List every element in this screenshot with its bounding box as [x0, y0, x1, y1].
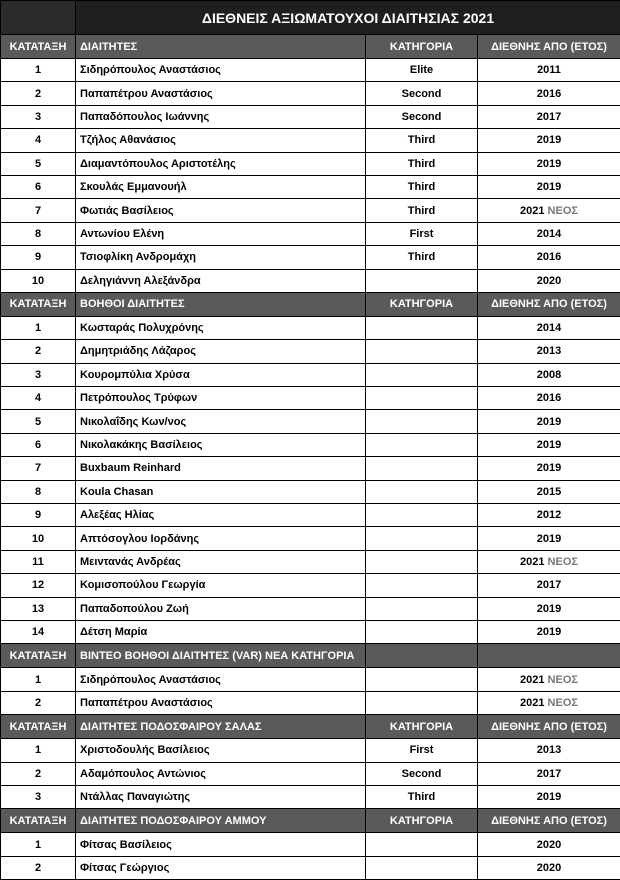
name-cell: Νικολαΐδης Κων/νος: [76, 410, 366, 433]
header-rank: ΚΑΤΑΤΑΞΗ: [1, 644, 76, 668]
table-row: [1, 785, 620, 808]
year-cell: [478, 363, 620, 386]
year-cell: [478, 504, 620, 527]
rank-cell: 6: [1, 175, 76, 198]
name-cell: Φωτιάς Βασίλειος: [76, 199, 366, 222]
rank-cell: 5: [1, 410, 76, 433]
table-row: [1, 175, 620, 198]
section-header-row: [1, 35, 620, 59]
section-header-row: [1, 644, 620, 668]
table-row: [1, 574, 620, 597]
year-value: 2019: [537, 181, 561, 193]
name-cell: Δεληγιάννη Αλεξάνδρα: [76, 269, 366, 292]
year-cell: [478, 597, 620, 620]
new-badge: ΝΕΟΣ: [548, 697, 578, 709]
year-value: 2019: [537, 134, 561, 146]
year-cell: [478, 762, 620, 785]
table-row: [1, 504, 620, 527]
year-value: 2019: [537, 416, 561, 428]
rank-cell: 11: [1, 550, 76, 573]
name-cell: Buxbaum Reinhard: [76, 457, 366, 480]
rank-cell: 2: [1, 856, 76, 879]
name-cell: Πετρόπουλος Τρύφων: [76, 387, 366, 410]
category-cell: [366, 574, 478, 597]
table-row: [1, 363, 620, 386]
table-row: [1, 222, 620, 245]
name-cell: Σιδηρόπουλος Αναστάσιος: [76, 59, 366, 82]
name-cell: Φίτσας Γεώργιος: [76, 856, 366, 879]
category-cell: [366, 480, 478, 503]
rank-cell: 1: [1, 668, 76, 691]
year-value: 2015: [537, 486, 561, 498]
table-row: [1, 668, 620, 691]
category-cell: [366, 433, 478, 456]
name-cell: Κουρομπύλια Χρύσα: [76, 363, 366, 386]
table-row: [1, 316, 620, 339]
year-value: 2013: [537, 744, 561, 756]
rank-cell: 7: [1, 199, 76, 222]
year-value: 2013: [537, 345, 561, 357]
year-value: 2017: [537, 768, 561, 780]
table-row: [1, 269, 620, 292]
title-corner: [1, 1, 76, 35]
rank-cell: 14: [1, 620, 76, 643]
category-cell: [366, 527, 478, 550]
name-cell: Τσιοφλίκη Ανδρομάχη: [76, 246, 366, 269]
year-cell: [478, 246, 620, 269]
category-cell: Third: [366, 152, 478, 175]
year-value: 2017: [537, 579, 561, 591]
category-cell: Third: [366, 129, 478, 152]
name-cell: Παπαπέτρου Αναστάσιος: [76, 691, 366, 714]
rank-cell: 2: [1, 340, 76, 363]
rank-cell: 1: [1, 739, 76, 762]
table-row: [1, 105, 620, 128]
new-badge: ΝΕΟΣ: [548, 674, 578, 686]
header-section-title: ΒΟΗΘΟΙ ΔΙΑΙΤΗΤΕΣ: [76, 292, 366, 316]
table-row: [1, 246, 620, 269]
rank-cell: 1: [1, 316, 76, 339]
header-rank: ΚΑΤΑΤΑΞΗ: [1, 35, 76, 59]
rank-cell: 1: [1, 833, 76, 856]
table-row: [1, 433, 620, 456]
year-cell: [478, 387, 620, 410]
name-cell: Απτόσογλου Ιορδάνης: [76, 527, 366, 550]
category-cell: [366, 363, 478, 386]
category-cell: Second: [366, 105, 478, 128]
year-cell: [478, 550, 620, 573]
category-cell: [366, 597, 478, 620]
name-cell: Φίτσας Βασίλειος: [76, 833, 366, 856]
table-row: [1, 691, 620, 714]
category-cell: Third: [366, 199, 478, 222]
year-value: 2016: [537, 88, 561, 100]
table-row: [1, 410, 620, 433]
table-row: [1, 129, 620, 152]
year-cell: [478, 480, 620, 503]
year-value: 2017: [537, 111, 561, 123]
header-category: ΚΑΤΗΓΟΡΙΑ: [366, 292, 478, 316]
table-row: [1, 856, 620, 879]
table-row: [1, 833, 620, 856]
header-year: ΔΙΕΘΝΗΣ ΑΠΟ (ΕΤΟΣ): [478, 35, 620, 59]
rank-cell: 9: [1, 246, 76, 269]
rank-cell: 2: [1, 82, 76, 105]
table-row: [1, 480, 620, 503]
table-row: [1, 457, 620, 480]
header-rank: ΚΑΤΑΤΑΞΗ: [1, 809, 76, 833]
header-category: ΚΑΤΗΓΟΡΙΑ: [366, 809, 478, 833]
name-cell: Koula Chasan: [76, 480, 366, 503]
name-cell: Χριστοδουλής Βασίλειος: [76, 739, 366, 762]
year-cell: [478, 833, 620, 856]
year-cell: [478, 785, 620, 808]
header-rank: ΚΑΤΑΤΑΞΗ: [1, 292, 76, 316]
rank-cell: 9: [1, 504, 76, 527]
category-cell: Second: [366, 762, 478, 785]
name-cell: Σκουλάς Εμμανουήλ: [76, 175, 366, 198]
rank-cell: 3: [1, 785, 76, 808]
section-header-row: [1, 809, 620, 833]
year-cell: [478, 175, 620, 198]
rank-cell: 13: [1, 597, 76, 620]
category-cell: [366, 504, 478, 527]
name-cell: Παπαδοπούλου Ζωή: [76, 597, 366, 620]
name-cell: Αντωνίου Ελένη: [76, 222, 366, 245]
header-year: ΔΙΕΘΝΗΣ ΑΠΟ (ΕΤΟΣ): [478, 292, 620, 316]
category-cell: First: [366, 222, 478, 245]
name-cell: Σιδηρόπουλος Αναστάσιος: [76, 668, 366, 691]
year-cell: [478, 410, 620, 433]
category-cell: First: [366, 739, 478, 762]
category-cell: [366, 457, 478, 480]
year-value: 2019: [537, 603, 561, 615]
year-cell: [478, 668, 620, 691]
new-badge: ΝΕΟΣ: [548, 556, 578, 568]
header-category: ΚΑΤΗΓΟΡΙΑ: [366, 35, 478, 59]
year-cell: [478, 457, 620, 480]
name-cell: Αδαμόπουλος Αντώνιος: [76, 762, 366, 785]
table-row: [1, 527, 620, 550]
header-section-title: ΔΙΑΙΤΗΤΕΣ ΠΟΔΟΣΦΑΙΡΟΥ ΣΑΛΑΣ: [76, 715, 366, 739]
year-cell: [478, 620, 620, 643]
rank-cell: 8: [1, 480, 76, 503]
category-cell: Elite: [366, 59, 478, 82]
rank-cell: 3: [1, 105, 76, 128]
table-row: [1, 199, 620, 222]
year-value: 2019: [537, 791, 561, 803]
header-year: ΔΙΕΘΝΗΣ ΑΠΟ (ΕΤΟΣ): [478, 809, 620, 833]
category-cell: [366, 550, 478, 573]
year-cell: [478, 433, 620, 456]
year-value: 2019: [537, 158, 561, 170]
year-value: 2021: [520, 556, 544, 568]
year-value: 2008: [537, 369, 561, 381]
new-badge: ΝΕΟΣ: [548, 205, 578, 217]
header-section-title: ΒΙΝΤΕΟ ΒΟΗΘΟΙ ΔΙΑΙΤΗΤΕΣ (VAR) ΝΕΑ ΚΑΤΗΓΟΡΙΑ: [76, 644, 366, 668]
category-cell: [366, 387, 478, 410]
year-cell: [478, 129, 620, 152]
table-body: [1, 1, 620, 880]
name-cell: Νικολακάκης Βασίλειος: [76, 433, 366, 456]
name-cell: Παπαπέτρου Αναστάσιος: [76, 82, 366, 105]
table-row: [1, 387, 620, 410]
year-value: 2014: [537, 322, 561, 334]
rank-cell: 4: [1, 129, 76, 152]
rank-cell: 10: [1, 269, 76, 292]
table-row: [1, 152, 620, 175]
year-value: 2016: [537, 251, 561, 263]
year-cell: [478, 527, 620, 550]
name-cell: Ντάλλας Παναγιώτης: [76, 785, 366, 808]
header-rank: ΚΑΤΑΤΑΞΗ: [1, 715, 76, 739]
header-year: [478, 644, 620, 668]
table-row: [1, 739, 620, 762]
header-year: ΔΙΕΘΝΗΣ ΑΠΟ (ΕΤΟΣ): [478, 715, 620, 739]
header-section-title: ΔΙΑΙΤΗΤΕΣ: [76, 35, 366, 59]
rank-cell: 2: [1, 691, 76, 714]
rank-cell: 7: [1, 457, 76, 480]
category-cell: [366, 620, 478, 643]
rank-cell: 6: [1, 433, 76, 456]
year-cell: [478, 59, 620, 82]
year-cell: [478, 691, 620, 714]
year-cell: [478, 82, 620, 105]
category-cell: Second: [366, 82, 478, 105]
year-cell: [478, 739, 620, 762]
rank-cell: 8: [1, 222, 76, 245]
year-cell: [478, 340, 620, 363]
category-cell: [366, 316, 478, 339]
section-header-row: [1, 292, 620, 316]
table-row: [1, 620, 620, 643]
category-cell: [366, 691, 478, 714]
year-value: 2021: [520, 205, 544, 217]
table-row: [1, 59, 620, 82]
name-cell: Μειντανάς Ανδρέας: [76, 550, 366, 573]
name-cell: Διαμαντόπουλος Αριστοτέλης: [76, 152, 366, 175]
rank-cell: 3: [1, 363, 76, 386]
name-cell: Δημητριάδης Λάζαρος: [76, 340, 366, 363]
name-cell: Αλεξέας Ηλίας: [76, 504, 366, 527]
header-section-title: ΔΙΑΙΤΗΤΕΣ ΠΟΔΟΣΦΑΙΡΟΥ ΑΜΜΟΥ: [76, 809, 366, 833]
rank-cell: 5: [1, 152, 76, 175]
year-value: 2021: [520, 674, 544, 686]
name-cell: Τζήλος Αθανάσιος: [76, 129, 366, 152]
year-cell: [478, 199, 620, 222]
rank-cell: 12: [1, 574, 76, 597]
year-value: 2019: [537, 533, 561, 545]
name-cell: Κομισοπούλου Γεωργία: [76, 574, 366, 597]
category-cell: [366, 269, 478, 292]
rank-cell: 10: [1, 527, 76, 550]
year-cell: [478, 574, 620, 597]
year-value: 2019: [537, 439, 561, 451]
year-value: 2019: [537, 626, 561, 638]
category-cell: Third: [366, 785, 478, 808]
year-cell: [478, 269, 620, 292]
table-row: [1, 340, 620, 363]
category-cell: [366, 668, 478, 691]
year-value: 2021: [520, 697, 544, 709]
title-row: [1, 1, 620, 35]
name-cell: Δέτση Μαρία: [76, 620, 366, 643]
year-value: 2020: [537, 275, 561, 287]
year-cell: [478, 222, 620, 245]
category-cell: [366, 340, 478, 363]
year-value: 2014: [537, 228, 561, 240]
rank-cell: 1: [1, 59, 76, 82]
table-row: [1, 82, 620, 105]
category-cell: [366, 410, 478, 433]
year-cell: [478, 856, 620, 879]
category-cell: [366, 833, 478, 856]
rank-cell: 2: [1, 762, 76, 785]
year-value: 2016: [537, 392, 561, 404]
year-value: 2012: [537, 509, 561, 521]
category-cell: Third: [366, 175, 478, 198]
year-cell: [478, 152, 620, 175]
year-value: 2020: [537, 839, 561, 851]
year-value: 2011: [537, 64, 561, 76]
year-cell: [478, 105, 620, 128]
section-header-row: [1, 715, 620, 739]
header-category: ΚΑΤΗΓΟΡΙΑ: [366, 715, 478, 739]
year-value: 2020: [537, 862, 561, 874]
year-cell: [478, 316, 620, 339]
header-category: [366, 644, 478, 668]
year-value: 2019: [537, 462, 561, 474]
category-cell: [366, 856, 478, 879]
table-row: [1, 762, 620, 785]
name-cell: Κωσταράς Πολυχρόνης: [76, 316, 366, 339]
table-row: [1, 597, 620, 620]
page-title: ΔΙΕΘΝΕΙΣ ΑΞΙΩΜΑΤΟΥΧΟΙ ΔΙΑΙΤΗΣΙΑΣ 2021: [76, 1, 620, 35]
category-cell: Third: [366, 246, 478, 269]
name-cell: Παπαδόπουλος Ιωάννης: [76, 105, 366, 128]
rank-cell: 4: [1, 387, 76, 410]
table-row: [1, 550, 620, 573]
